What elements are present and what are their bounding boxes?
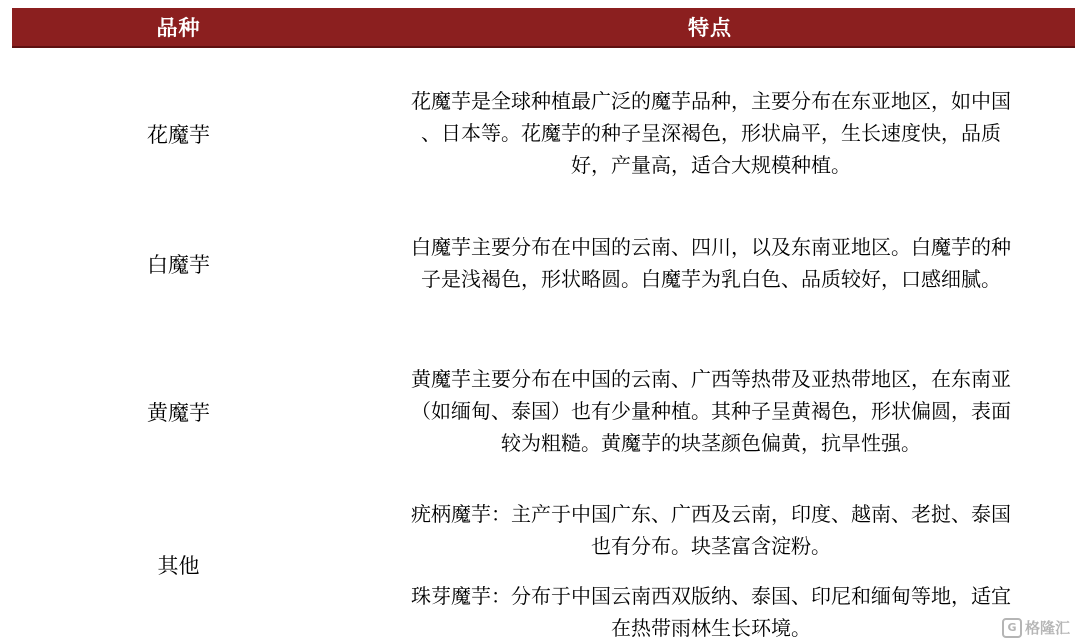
- text-line: 珠芽魔芋：分布于中国云南西双版纳、泰国、印尼和缅甸等地，适宜: [411, 584, 1011, 608]
- variety-name: 其他: [157, 554, 200, 578]
- header-variety: 品种: [156, 16, 201, 40]
- text-line: 、日本等。花魔芋的种子呈深褐色，形状扁平，生长速度快，品质: [421, 121, 1001, 145]
- feature-text: [352, 498, 1070, 562]
- text-line: 疣柄魔芋：主产于中国广东、广西及云南，印度、越南、老挝、泰国: [411, 502, 1011, 526]
- text-line: （如缅甸、泰国）也有少量种植。其种子呈黄褐色，形状偏圆，表面: [411, 399, 1011, 423]
- watermark-text: 格隆汇: [1024, 619, 1070, 637]
- text-line: 子是浅褐色，形状略圆。白魔芋为乳白色、品质较好，口感细腻。: [421, 267, 1001, 291]
- feature-text: [352, 85, 1070, 181]
- table-header: [12, 8, 1075, 48]
- g-logo-icon: G: [1002, 618, 1022, 638]
- feature-text: [352, 231, 1070, 295]
- header-features: 特点: [688, 16, 732, 40]
- variety-features: [352, 498, 1070, 642]
- feature-text: [352, 580, 1070, 642]
- variety-features: [352, 363, 1070, 459]
- variety-name: 花魔芋: [147, 123, 210, 147]
- variety-features: [352, 85, 1070, 181]
- text-line: 好，产量高，适合大规模种植。: [571, 153, 851, 177]
- variety-name: 黄魔芋: [147, 401, 210, 425]
- text-line: 在热带雨林生长环境。: [611, 616, 811, 640]
- feature-text: [352, 363, 1070, 459]
- variety-features: [352, 231, 1070, 295]
- text-line: 白魔芋主要分布在中国的云南、四川，以及东南亚地区。白魔芋的种: [411, 235, 1011, 259]
- text-line: 也有分布。块茎富含淀粉。: [591, 534, 831, 558]
- text-line: 花魔芋是全球种植最广泛的魔芋品种，主要分布在东亚地区，如中国: [411, 89, 1011, 113]
- watermark: [1002, 617, 1070, 638]
- variety-name: 白魔芋: [147, 253, 210, 277]
- text-line: 较为粗糙。黄魔芋的块茎颜色偏黄，抗旱性强。: [501, 431, 921, 455]
- text-line: 黄魔芋主要分布在中国的云南、广西等热带及亚热带地区，在东南亚: [411, 367, 1011, 391]
